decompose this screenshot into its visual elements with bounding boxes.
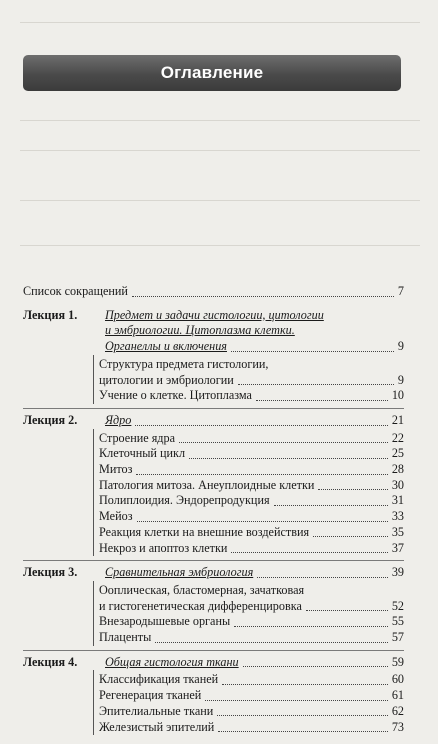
dot-leader — [318, 489, 388, 490]
page-number: 9 — [397, 372, 404, 387]
page-number: 61 — [391, 688, 404, 703]
page-number: 60 — [391, 672, 404, 687]
lecture-title-line — [23, 565, 404, 581]
bleed-through-line — [20, 22, 420, 23]
dot-leader — [135, 425, 388, 426]
toc-subentry — [23, 672, 404, 688]
dot-leader — [313, 536, 388, 537]
dot-leader — [137, 521, 388, 522]
page-number: 55 — [391, 614, 404, 629]
page-number: 31 — [391, 493, 404, 508]
toc-subentry — [23, 446, 404, 462]
toc-heading-banner — [23, 55, 401, 91]
bleed-through-line — [20, 150, 420, 151]
lecture-title-line — [23, 655, 404, 671]
subentry-bracket-line — [93, 581, 94, 646]
page-number: 9 — [397, 339, 404, 354]
page-number: 10 — [391, 388, 404, 403]
lecture-label: Лекция 2. — [23, 412, 78, 427]
toc-subentry — [23, 630, 404, 646]
bleed-through-line — [20, 200, 420, 201]
dot-leader — [231, 552, 388, 553]
toc-subentry — [23, 357, 404, 373]
lecture-title-line — [23, 339, 404, 355]
dot-leader — [274, 505, 388, 506]
page-number: 7 — [397, 284, 404, 298]
lecture-title: Предмет и задачи гистологии, цитологии — [105, 307, 324, 322]
page-title: Оглавление — [160, 63, 264, 82]
subentry-title: Мейоз — [99, 509, 133, 524]
page-number: 52 — [391, 598, 404, 613]
toc-subentry — [23, 462, 404, 478]
lecture-title: и эмбриологии. Цитоплазма клетки. — [105, 323, 295, 338]
subentry-bracket-line — [93, 429, 94, 557]
bleed-through-line — [20, 245, 420, 246]
page-number: 28 — [391, 462, 404, 476]
subentry-title: Митоз — [99, 462, 133, 476]
lecture-divider — [23, 650, 404, 651]
page-number: 57 — [391, 630, 404, 644]
lecture-title-line — [23, 413, 404, 429]
subentry-title: Регенерация тканей — [99, 688, 202, 703]
dot-leader — [217, 715, 388, 716]
toc-subentry — [23, 525, 404, 541]
page-number: 33 — [391, 509, 404, 524]
lecture-label: Лекция 4. — [23, 654, 78, 669]
dot-leader — [155, 642, 388, 643]
dot-leader — [136, 474, 388, 475]
lecture-divider — [23, 560, 404, 561]
subentry-title: Эпителиальные ткани — [99, 703, 214, 718]
bleed-through-line — [20, 120, 420, 121]
dot-leader — [179, 442, 388, 443]
lecture-title: Ядро — [105, 412, 132, 427]
subentry-title: Учение о клетке. Цитоплазма — [99, 388, 252, 403]
dot-leader — [256, 400, 388, 401]
subentry-bracket-line — [93, 355, 94, 404]
toc-subentry — [23, 493, 404, 509]
subentry-title: Внезародышевые органы — [99, 614, 231, 629]
subentry-title: Строение ядра — [99, 430, 175, 445]
dot-leader — [234, 626, 388, 627]
lecture-label: Лекция 1. — [23, 307, 78, 322]
subentry-title: Реакция клетки на внешние воздействия — [99, 524, 310, 539]
dot-leader — [189, 458, 388, 459]
subentry-title: Полиплоидия. Эндорепродукция — [99, 493, 270, 508]
toc-subentry — [23, 614, 404, 630]
dot-leader — [243, 666, 388, 667]
subentry-title: Клеточный цикл — [99, 446, 186, 461]
toc-subentry — [23, 599, 404, 615]
toc-subentry — [23, 431, 404, 447]
lecture-title: Органеллы и включения — [105, 339, 227, 354]
page-number: 30 — [391, 477, 404, 492]
toc-subentry — [23, 688, 404, 704]
dot-leader — [218, 731, 388, 732]
lecture-label: Лекция 3. — [23, 565, 78, 580]
toc-subentry — [23, 373, 404, 389]
dot-leader — [257, 577, 388, 578]
subentry-title: Железистый эпителий — [99, 719, 215, 734]
page-number: 37 — [391, 540, 404, 555]
toc-subentry — [23, 720, 404, 736]
dot-leader — [306, 610, 388, 611]
subentry-title: Плаценты — [99, 630, 152, 644]
dot-leader — [231, 351, 394, 352]
subentry-title: Классификация тканей — [99, 672, 219, 687]
toc-subentry — [23, 704, 404, 720]
lecture-title-line — [23, 323, 404, 339]
subentry-bracket-line — [93, 670, 94, 735]
page-number: 39 — [391, 565, 404, 580]
toc-subentry — [23, 388, 404, 404]
page-number: 73 — [391, 719, 404, 734]
dot-leader — [238, 384, 394, 385]
page-number: 22 — [391, 430, 404, 445]
page-number: 35 — [391, 524, 404, 539]
toc-subentry — [23, 509, 404, 525]
page-number: 59 — [391, 654, 404, 669]
dot-leader — [132, 296, 394, 297]
lecture-divider — [23, 408, 404, 409]
page-number: 21 — [391, 412, 404, 427]
lecture-title: Общая гистология ткани — [105, 654, 239, 669]
lecture-title: Сравнительная эмбриология — [105, 565, 254, 580]
subentry-title: цитологии и эмбриологии — [99, 372, 234, 387]
dot-leader — [222, 684, 388, 685]
dot-leader — [205, 700, 388, 701]
lecture-title-line — [23, 308, 404, 324]
toc-subentry — [23, 478, 404, 494]
toc-subentry — [23, 541, 404, 557]
toc-subentry — [23, 583, 404, 599]
subentry-title: и гистогенетическая дифференцировка — [99, 598, 302, 613]
subentry-title: Структура предмета гистологии, — [99, 356, 269, 371]
subentry-title: Некроз и апоптоз клетки — [99, 540, 228, 555]
entry-title: Список сокращений — [23, 284, 128, 298]
toc-entry-abbreviations — [23, 284, 404, 300]
page-number: 62 — [391, 703, 404, 718]
subentry-title: Патология митоза. Анеуплоидные клетки — [99, 477, 315, 492]
page-number: 25 — [391, 446, 404, 461]
subentry-title: Ооплическая, бластомерная, зачатковая — [99, 582, 305, 597]
